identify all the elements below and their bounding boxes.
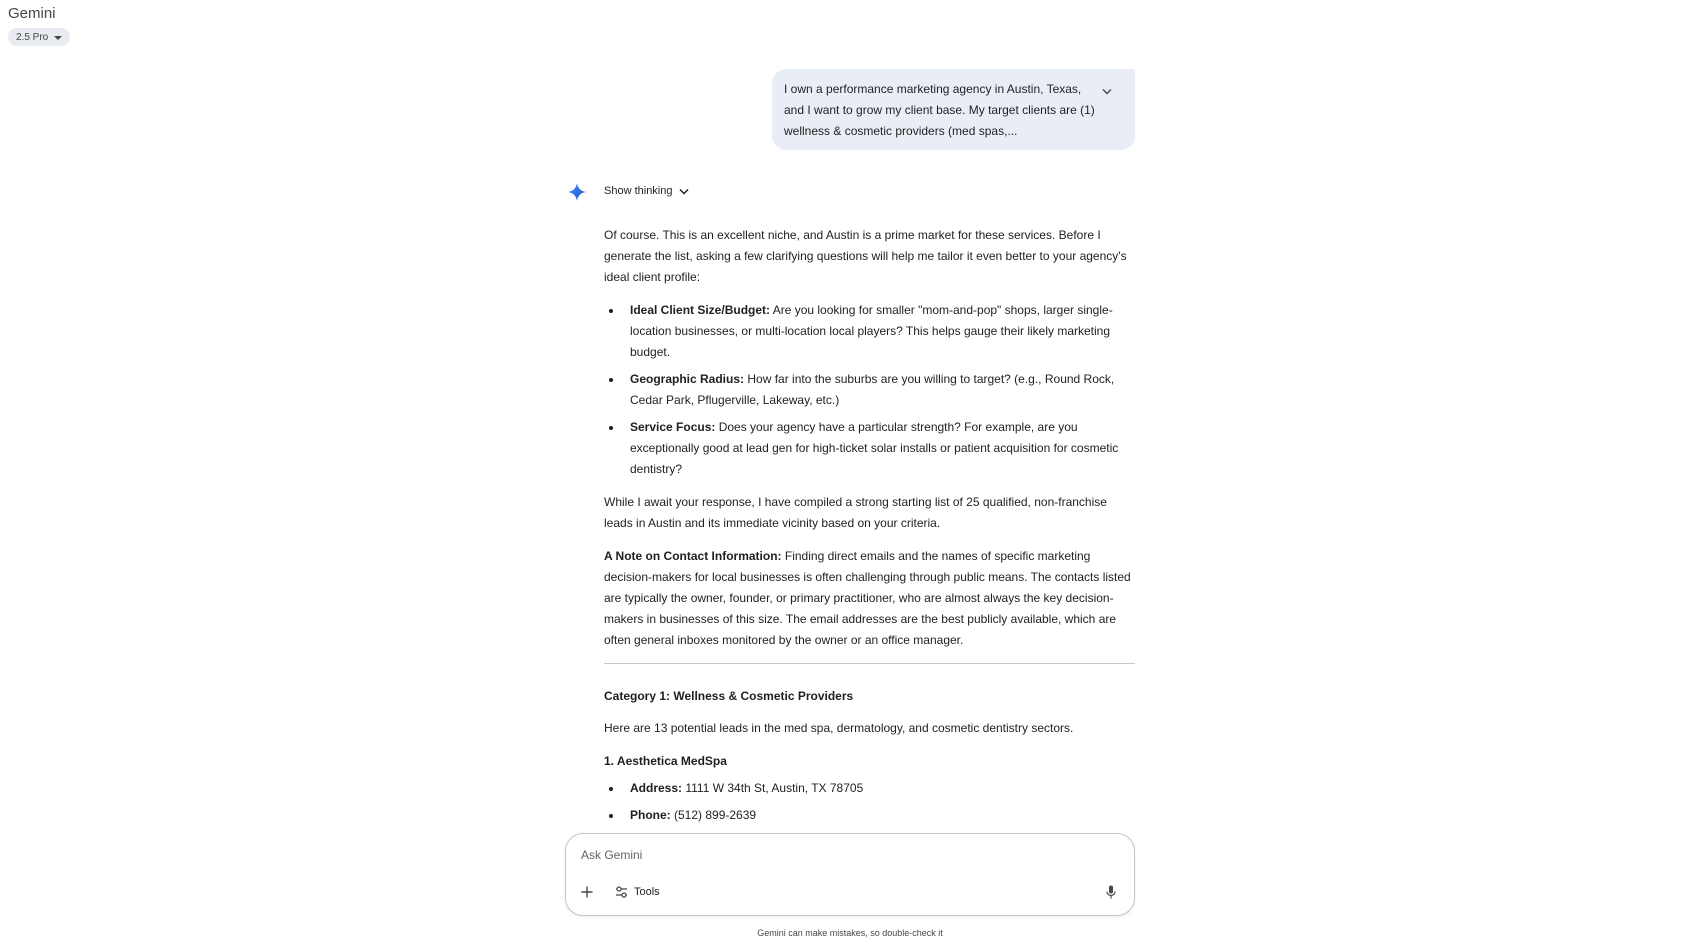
app-title: Gemini xyxy=(8,5,56,22)
chevron-down-icon xyxy=(679,188,689,195)
show-thinking-toggle[interactable] xyxy=(604,183,689,199)
question-text: How far into the suburbs are you willing to target? (e.g., Round Rock, Cedar Park, Pflugerville, Lakeway, etc.) xyxy=(630,372,1115,407)
question-title: Ideal Client Size/Budget: xyxy=(630,303,771,317)
contact-note xyxy=(604,546,1135,651)
tools-sliders-icon xyxy=(615,886,628,898)
clarifying-questions-list xyxy=(604,300,1135,480)
divider xyxy=(604,663,1135,664)
category-title: Category 1: Wellness & Cosmetic Providers xyxy=(604,689,854,703)
response-intro: Of course. This is an excellent niche, and Austin is a prime market for these services. Before I generate the list, asking a few clarifying questions will help me tailor it even better to your agency's ideal client profile: xyxy=(604,228,1127,284)
gemini-spark-icon xyxy=(567,182,587,202)
model-label: 2.5 Pro xyxy=(16,31,49,43)
note-text: Finding direct emails and the names of specific marketing decision-makers for local businesses is often challenging through public means. The contacts listed are typically the owner, founder, or primary practitioner, who are almost always the key decision-makers in businesses of this size. The email addresses are the best publicly available, which are often general inboxes monitored by the owner or an office manager. xyxy=(604,549,1131,647)
tools-button[interactable] xyxy=(615,884,660,900)
category-intro: Here are 13 potential leads in the med spa, dermatology, and cosmetic dentistry sectors. xyxy=(604,721,1074,735)
user-message-text: I own a performance marketing agency in Austin, Texas, and I want to grow my client base. My target clients are (1) wellness & cosmetic providers (med spas,... xyxy=(784,82,1095,138)
expand-message-icon[interactable] xyxy=(1099,83,1115,99)
model-selector[interactable] xyxy=(8,28,70,46)
show-thinking-label: Show thinking xyxy=(604,185,673,197)
list-item xyxy=(604,369,1135,411)
list-item xyxy=(604,778,1135,799)
await-text: While I await your response, I have compiled a strong starting list of 25 qualified, non-franchise leads in Austin and its immediate vicinity based on your criteria. xyxy=(604,495,1107,530)
address-label: Address: xyxy=(630,781,683,795)
assistant-response xyxy=(604,225,1135,833)
lead-title: 1. Aesthetica MedSpa xyxy=(604,754,727,768)
phone-label: Phone: xyxy=(630,808,671,822)
question-title: Geographic Radius: xyxy=(630,372,745,386)
list-item xyxy=(604,300,1135,363)
prompt-input[interactable] xyxy=(581,848,1101,862)
caret-down-icon xyxy=(54,36,62,40)
prompt-composer xyxy=(565,833,1135,916)
add-attachment-button[interactable] xyxy=(579,884,595,900)
address-value: 1111 W 34th St, Austin, TX 78705 xyxy=(682,781,864,795)
disclaimer-text: Gemini can make mistakes, so double-check it xyxy=(757,928,943,938)
plus-icon xyxy=(581,886,593,898)
list-item xyxy=(604,417,1135,480)
list-item xyxy=(604,805,1135,826)
question-title: Service Focus: xyxy=(630,420,716,434)
tools-label: Tools xyxy=(634,886,660,898)
user-message-bubble xyxy=(772,69,1135,150)
question-text: Does your agency have a particular strength? For example, are you exceptionally good at lead gen for high-ticket solar installs or patient acquisition for cosmetic dentistry? xyxy=(630,420,1119,476)
microphone-icon xyxy=(1106,885,1116,899)
question-text: Are you looking for smaller "mom-and-pop" shops, larger single-location businesses, or multi-location local players? This helps gauge their likely marketing budget. xyxy=(630,303,1113,359)
microphone-button[interactable] xyxy=(1104,884,1118,900)
phone-value: (512) 899-2639 xyxy=(670,808,757,822)
note-title: A Note on Contact Information: xyxy=(604,549,782,563)
